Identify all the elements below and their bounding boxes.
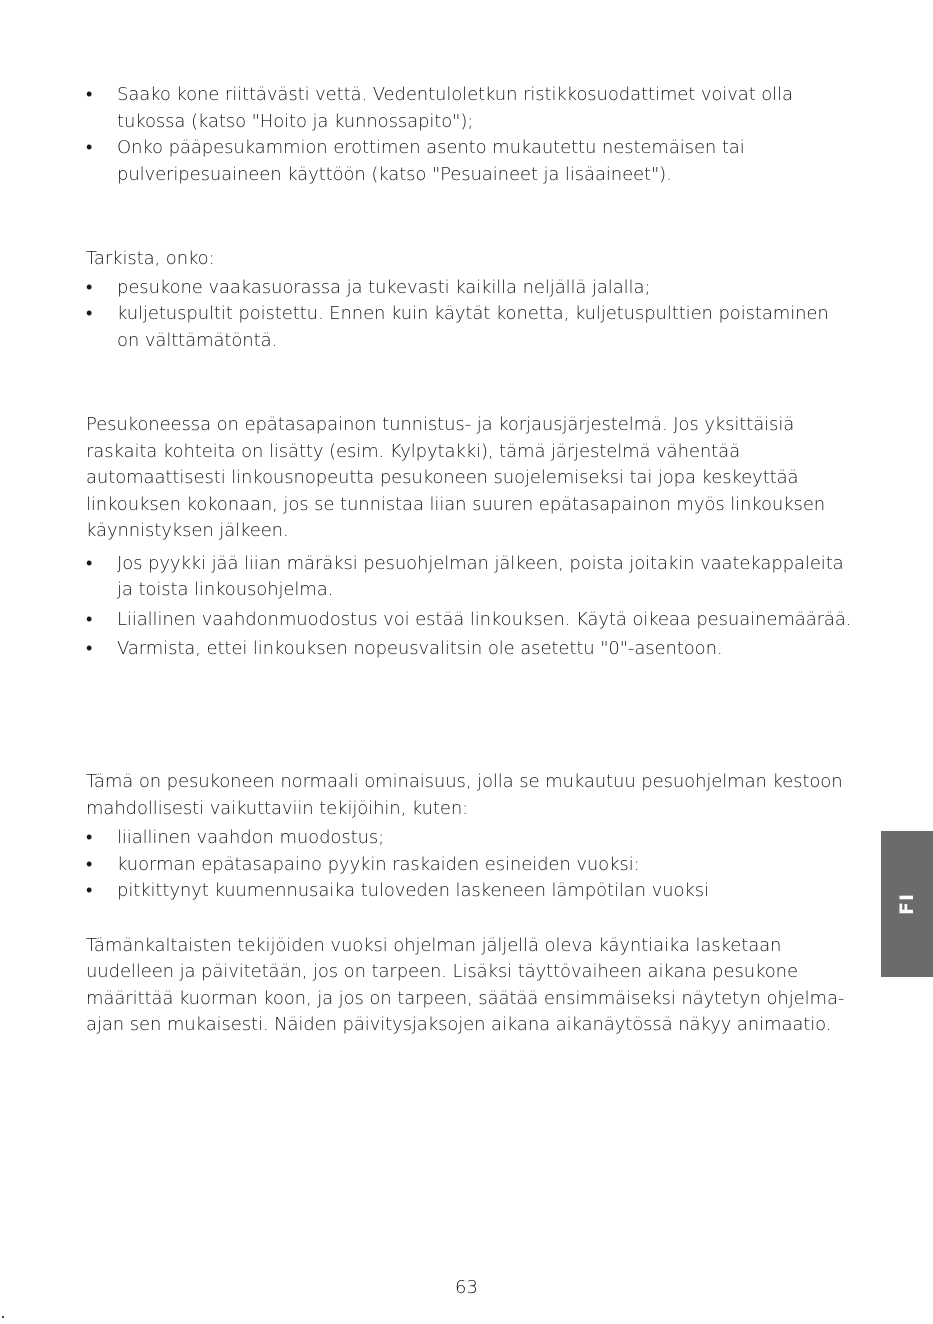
bullet-icon: •: [86, 84, 93, 105]
list-item-text: Onko pääpesukammion erottimen asento mukautettu nestemäisen tai pulveripesuaineen käyttöön (katso "Pesuaineet ja lisäaineet").: [117, 137, 745, 185]
list-item-text: Jos pyykki jää liian märäksi pesuohjelman jälkeen, poista joitakin vaatekappaleita ja toista linkousohjelma.: [117, 552, 844, 600]
bullet-icon: •: [86, 853, 93, 875]
list-item-text: kuljetuspultit poistettu. Ennen kuin käytät konetta, kuljetuspulttien poistaminen on välttämätöntä.: [117, 303, 829, 351]
list-item: [86, 878, 856, 905]
list-item: [86, 607, 856, 634]
list-item: [86, 301, 856, 354]
bullet-icon: •: [86, 827, 93, 848]
list-item-text: Liiallinen vaahdonmuodostus voi estää linkouksen. Käytä oikeaa pesuainemäärää.: [117, 608, 852, 630]
list-item-text: kuorman epätasapaino pyykin raskaiden esineiden vuoksi:: [117, 853, 640, 875]
bullet-icon: •: [86, 303, 93, 324]
paragraph: Pesukoneessa on epätasapainon tunnistus- ja korjausjärjestelmä. Jos yksittäisiä raskaita kohteita on lisätty (esim. Kylpytakki), tämä järjestelmä vähentää automaattisesti linkousnopeutta pesukoneen suojelemiseksi tai jopa keskeyttää linkouksen kokonaan, jos se tunnistaa liian suuren epätasapainon myös linkouksen käynnistyksen jälkeen.: [86, 414, 826, 541]
bullet-list: [86, 825, 856, 905]
paragraph: Tämänkaltaisten tekijöiden vuoksi ohjelman jäljellä oleva käyntiaika lasketaan uudelleen ja päivitetään, jos on tarpeen. Lisäksi täyttövaiheen aikana pesukone määrittää kuorman koon, ja jos on tarpeen, säätää ensimmäiseksi näytetyn ohjelma-ajan sen mukaisesti. Näiden päivitysjaksojen aikana aikanäytössä näkyy animaatio.: [86, 934, 845, 1035]
list-item-text: pesukone vaakasuorassa ja tukevasti kaikilla neljällä jalalla;: [117, 276, 651, 298]
section-program-duration: [86, 769, 856, 1039]
list-item: [86, 275, 856, 302]
paragraph: Tämä on pesukoneen normaali ominaisuus, jolla se mukautuu pesuohjelman kestoon mahdollisesti vaikuttaviin tekijöihin, kuten:: [86, 771, 843, 819]
crop-mark: [2, 1316, 4, 1318]
list-item-text: Varmista, ettei linkouksen nopeusvalitsin ole asetettu "0"-asentoon.: [117, 638, 723, 659]
language-tab-label: FI: [896, 892, 918, 916]
list-item-text: Saako kone riittävästi vettä. Vedentuloletkun ristikkosuodattimet voivat olla tukossa (katso "Hoito ja kunnossapito");: [117, 84, 793, 132]
bullet-icon: •: [86, 276, 93, 298]
list-item-text: pitkittynyt kuumennusaika tuloveden laskeneen lämpötilan vuoksi: [117, 880, 709, 901]
language-tab: [881, 831, 933, 977]
list-item: [86, 82, 856, 135]
list-item: [86, 135, 856, 188]
list-item: [86, 551, 856, 604]
list-item: [86, 825, 856, 852]
section-water-supply: [86, 82, 856, 188]
bullet-list: [86, 82, 856, 188]
bullet-icon: •: [86, 638, 93, 659]
bullet-icon: •: [86, 137, 93, 158]
section-intro: Tarkista, onko:: [86, 248, 215, 269]
bullet-list: [86, 551, 856, 663]
bullet-icon: •: [86, 552, 93, 574]
bullet-list: [86, 275, 856, 355]
bullet-icon: •: [86, 608, 93, 630]
section-check-installation: [86, 246, 856, 354]
list-item-text: liiallinen vaahdon muodostus;: [117, 827, 385, 848]
page-number: 63: [455, 1277, 478, 1298]
section-imbalance-detection: [86, 412, 856, 663]
list-item: [86, 636, 856, 663]
bullet-icon: •: [86, 880, 93, 901]
list-item: [86, 852, 856, 879]
